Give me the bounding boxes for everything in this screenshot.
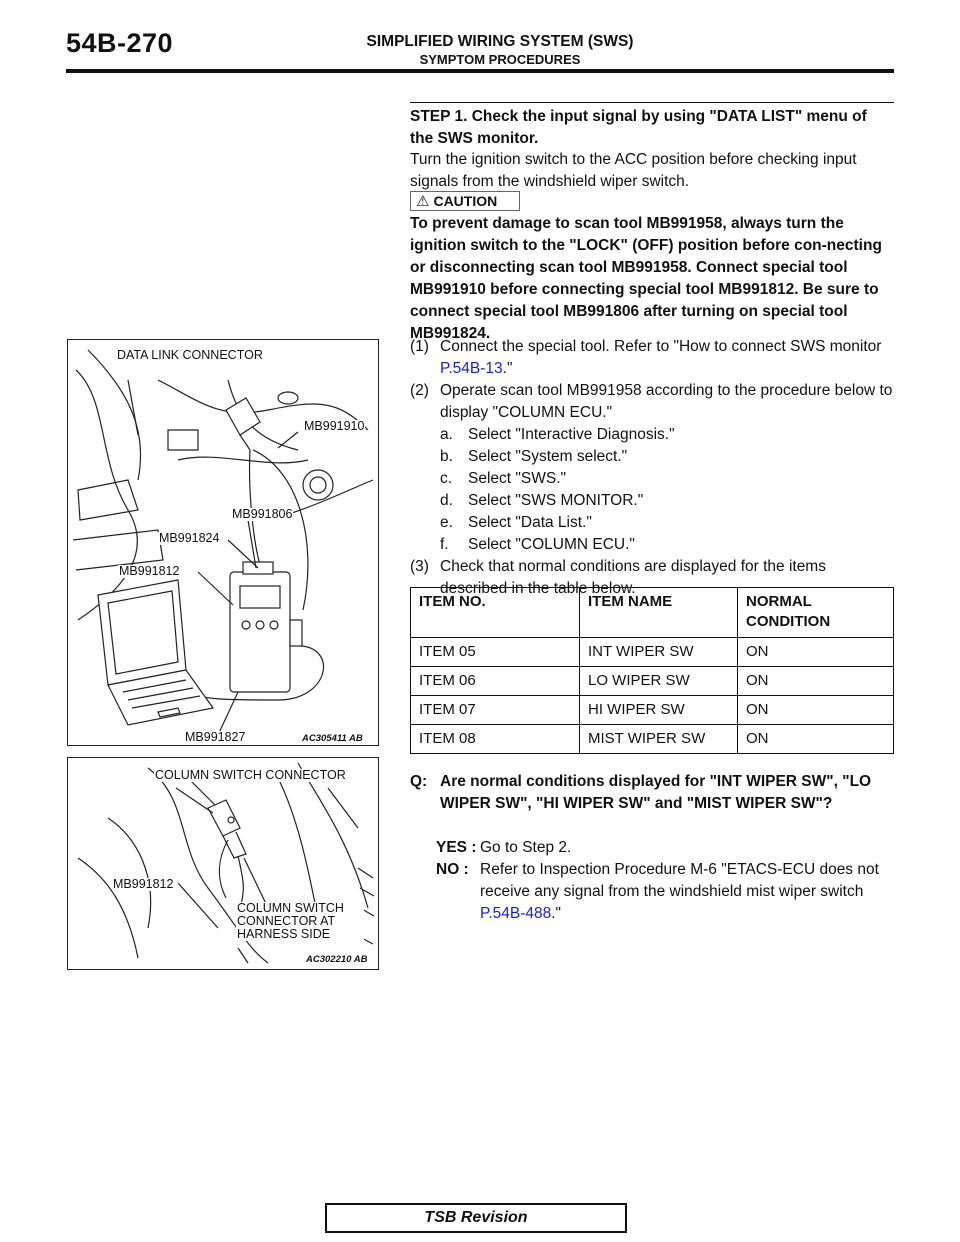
table-cell: ITEM 06 bbox=[411, 667, 580, 696]
table-header-cell: ITEM NAME bbox=[580, 588, 738, 638]
table-cell: INT WIPER SW bbox=[580, 638, 738, 667]
label-mb991827: MB991827 bbox=[185, 730, 246, 744]
procedure-item-text: Connect the special tool. Refer to "How to connect SWS monitor bbox=[440, 338, 882, 355]
caution-box bbox=[410, 191, 520, 211]
subitem-letter: f. bbox=[440, 536, 449, 553]
table-cell: ON bbox=[738, 638, 894, 667]
procedure-subitem bbox=[410, 468, 894, 490]
procedure-item-text: Operate scan tool MB991958 according to the procedure below to display "COLUMN ECU." bbox=[440, 382, 893, 421]
answer-no-tail: ." bbox=[551, 905, 562, 922]
step-title: STEP 1. Check the input signal by using "DATA LIST" menu of the SWS monitor. bbox=[410, 108, 867, 147]
procedure-item-number: (3) bbox=[410, 558, 429, 575]
answer-yes-text: Go to Step 2. bbox=[480, 839, 572, 856]
procedure-subitem bbox=[410, 446, 894, 468]
answer-yes-label: YES : bbox=[436, 839, 477, 856]
label-mb991812: MB991812 bbox=[113, 877, 174, 891]
procedure-subitem bbox=[410, 534, 894, 556]
warning-triangle-icon: ⚠ bbox=[416, 193, 430, 210]
subitem-text: Select "COLUMN ECU." bbox=[468, 536, 635, 553]
page-link[interactable]: P.54B-13 bbox=[440, 360, 503, 377]
subitem-letter: d. bbox=[440, 492, 453, 509]
caution-label: CAUTION bbox=[433, 193, 498, 209]
table-cell: LO WIPER SW bbox=[580, 667, 738, 696]
section-title: SIMPLIFIED WIRING SYSTEM (SWS) bbox=[366, 33, 634, 50]
label-mb991812: MB991812 bbox=[119, 564, 180, 578]
table-row bbox=[411, 696, 894, 725]
caution-text: To prevent damage to scan tool MB991958, always turn the ignition switch to the "LOCK" (OFF) position before con-necting or disconnecting scan tool MB991958. Connect special tool MB991910 before connecting special tool MB991812. Be sure to connect special tool MB991806 after turning on special tool MB991824. bbox=[410, 215, 882, 342]
subitem-letter: a. bbox=[440, 426, 453, 443]
table-header-cell: NORMAL CONDITION bbox=[738, 588, 894, 638]
table-cell: ON bbox=[738, 696, 894, 725]
procedure-list bbox=[410, 336, 894, 600]
subitem-text: Select "Interactive Diagnosis." bbox=[468, 426, 675, 443]
label-mb991910: MB991910 bbox=[304, 419, 365, 433]
table-row bbox=[411, 725, 894, 754]
page-number: 54B-270 bbox=[66, 28, 174, 58]
table-cell: ON bbox=[738, 667, 894, 696]
question-label: Q: bbox=[410, 773, 428, 790]
procedure-item-text: Check that normal conditions are displayed for the items described in the table below. bbox=[440, 558, 826, 597]
header-rule bbox=[66, 69, 894, 73]
subitem-letter: e. bbox=[440, 514, 453, 531]
subitem-text: Select "SWS MONITOR." bbox=[468, 492, 644, 509]
procedure-subitem bbox=[410, 424, 894, 446]
table-header-cell: ITEM NO. bbox=[411, 588, 580, 638]
step-rule bbox=[410, 102, 894, 103]
label-column-switch-connector: COLUMN SWITCH CONNECTOR bbox=[155, 768, 346, 782]
label-harness-side: COLUMN SWITCH CONNECTOR AT HARNESS SIDE bbox=[236, 902, 364, 941]
normal-condition-table bbox=[410, 587, 894, 754]
label-data-link-connector: DATA LINK CONNECTOR bbox=[117, 348, 263, 362]
figure-scan-tool-connection bbox=[67, 339, 379, 746]
procedure-item-number: (1) bbox=[410, 338, 429, 355]
subitem-text: Select "SWS." bbox=[468, 470, 567, 487]
question bbox=[410, 771, 894, 815]
step-body: Turn the ignition switch to the ACC position before checking input signals from the windshield wiper switch. bbox=[410, 151, 857, 190]
answers bbox=[436, 837, 886, 925]
section-subtitle: SYMPTOM PROCEDURES bbox=[419, 52, 581, 67]
figure-code: AC302210 AB bbox=[306, 954, 368, 965]
answer-yes bbox=[436, 837, 886, 859]
procedure-item-tail: ." bbox=[502, 360, 513, 377]
tsb-revision-box: TSB Revision bbox=[325, 1203, 627, 1233]
answer-no bbox=[436, 859, 886, 925]
procedure-subitem bbox=[410, 512, 894, 534]
subitem-letter: c. bbox=[440, 470, 453, 487]
figure-column-switch-connector bbox=[67, 757, 379, 970]
subitem-letter: b. bbox=[440, 448, 453, 465]
question-text: Are normal conditions displayed for "INT WIPER SW", "LO WIPER SW", "HI WIPER SW" and "MIST WIPER SW"? bbox=[440, 773, 872, 812]
table-header-row bbox=[411, 588, 894, 638]
answer-no-label: NO : bbox=[436, 861, 469, 878]
scan-tool-illustration bbox=[68, 340, 380, 747]
procedure-item-number: (2) bbox=[410, 382, 429, 399]
procedure-item-2 bbox=[410, 380, 894, 424]
table-cell: ON bbox=[738, 725, 894, 754]
procedure-item-1 bbox=[410, 336, 894, 380]
subitem-text: Select "Data List." bbox=[468, 514, 592, 531]
table-cell: ITEM 07 bbox=[411, 696, 580, 725]
label-mb991824: MB991824 bbox=[159, 531, 220, 545]
figure-code: AC305411 AB bbox=[302, 733, 363, 744]
table-cell: MIST WIPER SW bbox=[580, 725, 738, 754]
label-mb991806: MB991806 bbox=[232, 507, 293, 521]
procedure-subitem bbox=[410, 490, 894, 512]
answer-no-text: Refer to Inspection Procedure M-6 "ETACS-ECU does not receive any signal from the windshield mist wiper switch bbox=[480, 861, 879, 900]
page-link[interactable]: P.54B-488 bbox=[480, 905, 552, 922]
table-cell: HI WIPER SW bbox=[580, 696, 738, 725]
subitem-text: Select "System select." bbox=[468, 448, 628, 465]
table-cell: ITEM 05 bbox=[411, 638, 580, 667]
table-row bbox=[411, 667, 894, 696]
table-cell: ITEM 08 bbox=[411, 725, 580, 754]
table-row bbox=[411, 638, 894, 667]
